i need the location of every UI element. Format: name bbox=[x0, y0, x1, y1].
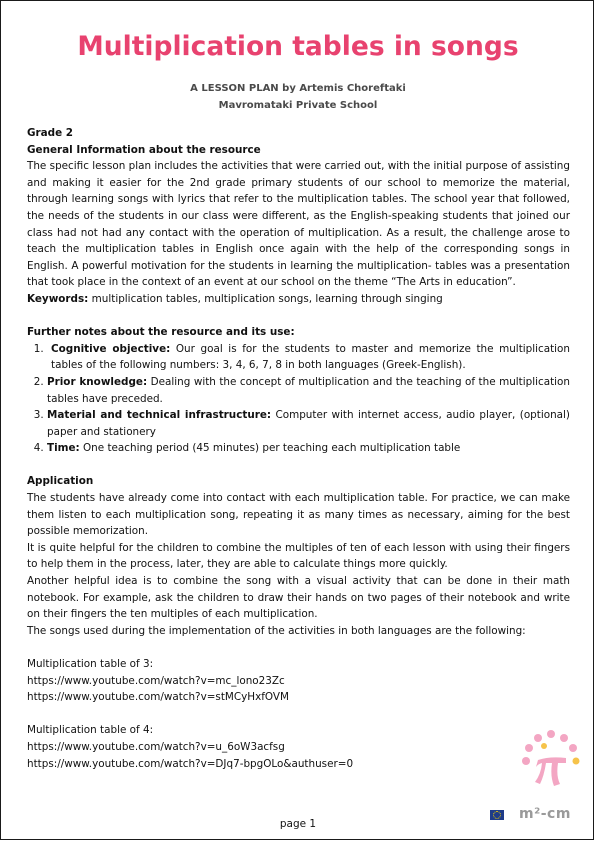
note-label: Prior knowledge: bbox=[47, 375, 148, 388]
table4-heading: Multiplication table of 4: bbox=[27, 724, 154, 737]
keywords-line bbox=[27, 291, 570, 308]
m2cm-logo: m²-cm bbox=[519, 806, 571, 822]
note-label: Cognitive objective: bbox=[51, 342, 171, 355]
table3-heading: Multiplication table of 3: bbox=[27, 658, 154, 670]
keywords-text: multiplication tables, multiplication songs, learning through singing bbox=[88, 292, 443, 305]
list-item bbox=[47, 374, 570, 407]
list-item bbox=[47, 440, 570, 457]
general-heading: General Information about the resource bbox=[27, 143, 261, 156]
document-title: Multiplication tables in songs bbox=[77, 31, 519, 62]
application-heading: Application bbox=[27, 475, 94, 488]
document-body bbox=[27, 125, 570, 772]
grade-label: Grade 2 bbox=[27, 127, 73, 139]
table4-link-1[interactable]: https://www.youtube.com/watch?v=u_6oW3acfsg bbox=[27, 740, 285, 753]
note-text: Our goal is for the students to master and memorize the multiplication tables of the following numbers: 3, 4, 6, 7, 8 in both languages (Greek-English). bbox=[51, 342, 571, 372]
application-paragraph-3: Another helpful idea is to combine the song with a visual activity that can be done in their math notebook. For example, ask the children to draw their hands on two pages of their notebook and write on their fingers the ten multiples of each multiplication. bbox=[27, 575, 570, 621]
note-label: Time: bbox=[47, 442, 80, 455]
note-text: Computer with internet access, audio player, (optional) paper and stationery bbox=[47, 409, 570, 438]
pi-symbol-icon bbox=[535, 757, 566, 786]
application-paragraph-2: It is quite helpful for the children to combine the multiples of ten of each lesson with using their fingers to help them in the process, later, they are able to calculate things more quickly. bbox=[27, 541, 570, 571]
keywords-label: Keywords: bbox=[27, 292, 89, 305]
application-paragraph-1: The students have already come into contact with each multiplication table. For practice, we can make them listen to each multiplication song, repeating it as many times as necessary, aiming for the best possible memorization. bbox=[27, 492, 570, 538]
list-item bbox=[47, 341, 570, 374]
note-label: Material and technical infrastructure: bbox=[47, 409, 272, 422]
school-line: Mavromataki Private School bbox=[218, 100, 378, 111]
table4-link-2[interactable]: https://www.youtube.com/watch?v=DJq7-bpgOLo&authuser=0 bbox=[27, 757, 354, 770]
application-paragraph-4: The songs used during the implementation of the activities in both languages are the following: bbox=[27, 624, 526, 637]
page-number: page 1 bbox=[279, 818, 317, 830]
note-text: One teaching period (45 minutes) per teaching each multiplication table bbox=[79, 442, 461, 455]
note-text: Dealing with the concept of multiplication and the teaching of the multiplication tables have preceded. bbox=[47, 375, 570, 405]
author-line: A LESSON PLAN by Artemis Choreftaki bbox=[190, 83, 406, 94]
list-item bbox=[47, 407, 570, 440]
table3-link-2[interactable]: https://www.youtube.com/watch?v=stMCyHxfOVM bbox=[27, 691, 289, 704]
pi-logo bbox=[520, 728, 582, 800]
notes-list bbox=[27, 341, 570, 457]
notes-heading: Further notes about the resource and its use: bbox=[27, 326, 295, 339]
table3-link-1[interactable]: https://www.youtube.com/watch?v=mc_lono23Zc bbox=[27, 674, 285, 687]
general-paragraph: The specific lesson plan includes the activities that were carried out, with the initial purpose of assisting and making it easier for the 2nd grade primary students of our school to memorize the material, through learning songs with lyrics that refer to the multiplication tables. The school year that followed, the needs of the students in our class were different, as the English-speaking students that joined our class had not had any contact with the operation of multiplication. As a result, the challenge arose to teach the multiplication tables in English once again with the help of the corresponding songs in English. A powerful motivation for the students in learning the multiplication- tables was a presentation that took place in the context of an event at our school on the theme “The Arts in education”. bbox=[27, 160, 570, 289]
